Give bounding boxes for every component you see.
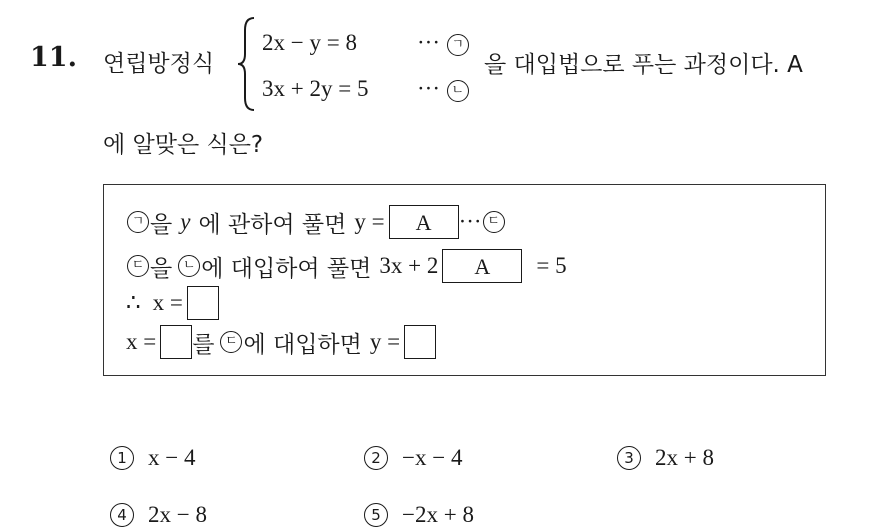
- option-1-number: 1: [110, 446, 134, 470]
- option-5[interactable]: [364, 502, 474, 528]
- equation-1-text: 2x − y = 8: [262, 30, 357, 55]
- box-line-2-text-a: 을: [150, 255, 173, 282]
- blank-y: [404, 325, 436, 359]
- equation-1: [262, 30, 357, 56]
- question-number: 11.: [30, 42, 77, 73]
- equation-2: [262, 76, 368, 102]
- box-line-4-eq2: y =: [369, 329, 401, 354]
- question-line-2: 에 알맞은 식은?: [103, 132, 264, 158]
- option-2-text: −x − 4: [402, 445, 463, 470]
- circle-label-nieun: ㄴ: [447, 80, 469, 102]
- blank-a-1: A: [389, 205, 459, 239]
- box-line-1-dots: ···: [458, 209, 482, 234]
- box-line-2-end: = 5: [536, 253, 567, 278]
- option-5-number: 5: [364, 503, 388, 527]
- system-brace: [236, 16, 256, 112]
- option-2[interactable]: [364, 445, 462, 471]
- circle-label-digeut: ㄷ: [220, 331, 242, 353]
- option-1-text: x − 4: [148, 445, 196, 470]
- box-line-2: [126, 249, 567, 283]
- box-line-4-eq: x =: [126, 329, 157, 354]
- option-3-number: 3: [617, 446, 641, 470]
- box-line-2-text-b: 에 대입하여 풀면: [201, 255, 372, 282]
- box-line-4-text-b: 에 대입하면: [243, 331, 362, 358]
- box-line-1-var: y: [180, 209, 191, 234]
- circle-label-digeut: ㄷ: [127, 255, 149, 277]
- box-line-1-text-b: 에 관하여 풀면: [198, 211, 347, 238]
- option-4-number: 4: [110, 503, 134, 527]
- option-2-number: 2: [364, 446, 388, 470]
- question-suffix: 을 대입법으로 푸는 과정이다. A: [484, 52, 803, 78]
- box-line-3-eq: x =: [152, 290, 183, 315]
- equation-2-text: 3x + 2y = 5: [262, 76, 369, 101]
- circle-label-giyeok: ㄱ: [447, 34, 469, 56]
- equation-1-dots: ···: [417, 30, 440, 55]
- option-1[interactable]: [110, 445, 195, 471]
- box-line-2-expr: 3x + 2: [379, 253, 439, 278]
- box-line-1-text-a: 을: [150, 211, 173, 238]
- equation-2-label: [417, 76, 470, 102]
- option-4-text: 2x − 8: [148, 502, 207, 527]
- circle-label-digeut: ㄷ: [483, 211, 505, 233]
- blank-x: [187, 286, 219, 320]
- question-intro: 연립방정식: [103, 51, 215, 77]
- option-3-text: 2x + 8: [655, 445, 714, 470]
- blank-a-2: A: [442, 249, 522, 283]
- therefore-symbol: ∴: [126, 290, 141, 315]
- circle-label-nieun: ㄴ: [178, 255, 200, 277]
- option-5-text: −2x + 8: [402, 502, 474, 527]
- box-line-4-text-a: 를: [192, 331, 215, 358]
- equation-2-dots: ···: [417, 76, 440, 101]
- box-line-4: [126, 325, 436, 359]
- box-line-1-eq: y =: [354, 209, 385, 234]
- option-4[interactable]: [110, 502, 207, 528]
- box-line-3: [126, 286, 219, 320]
- option-3[interactable]: [617, 445, 714, 471]
- equation-1-label: [417, 30, 470, 56]
- circle-label-giyeok: ㄱ: [127, 211, 149, 233]
- blank-x-2: [160, 325, 192, 359]
- box-line-1: [126, 205, 506, 239]
